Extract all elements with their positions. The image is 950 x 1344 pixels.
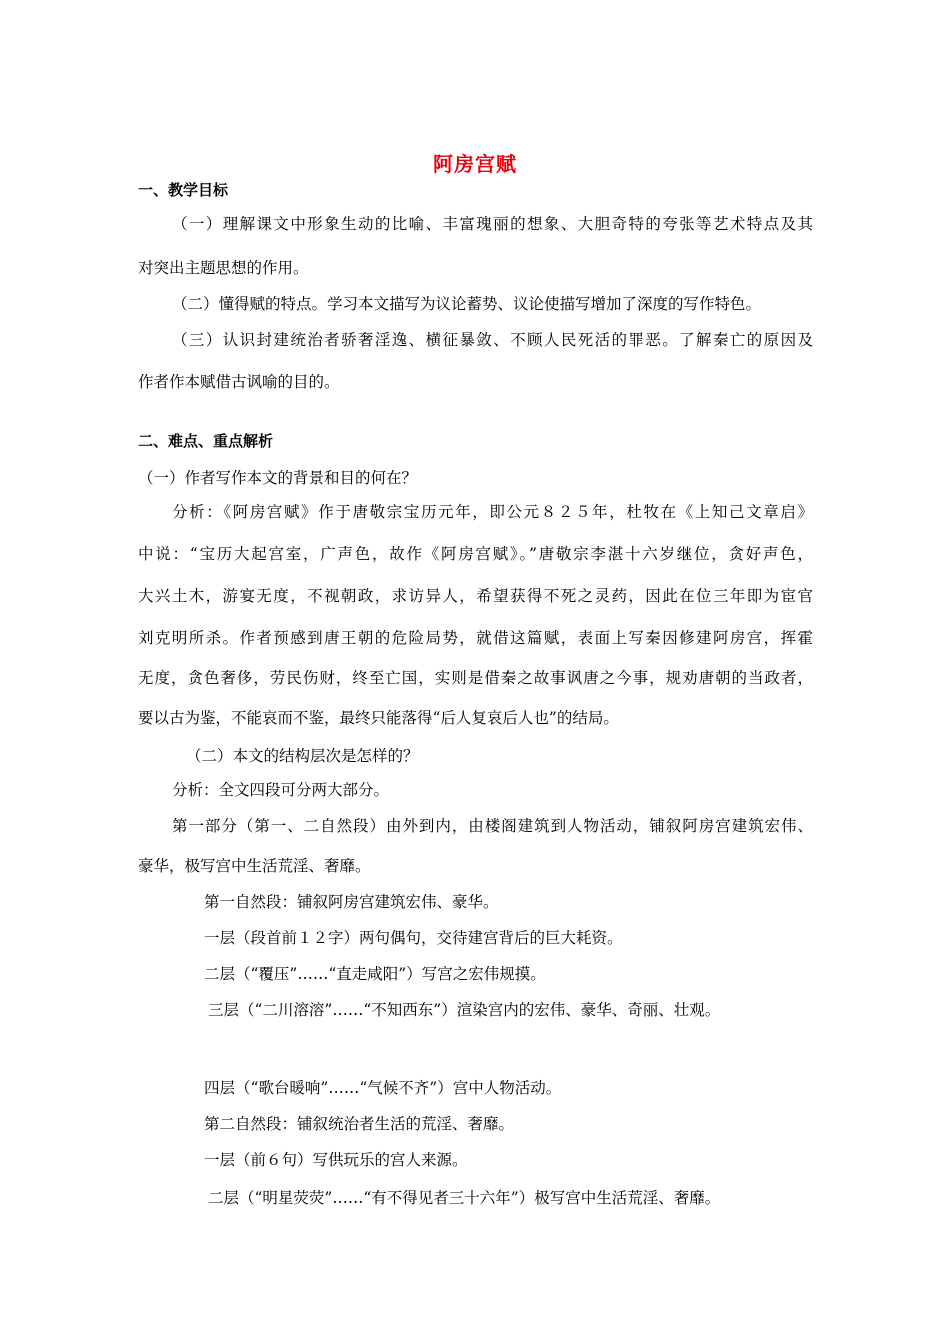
answer-1-line-3: 大兴土木，游宴无度，不视朝政，求访异人，希望获得不死之灵药，因此在位三年即为宦官 xyxy=(138,587,813,605)
goal-2: （二）懂得赋的特点。学习本文描写为议论蓄势、议论使描写增加了深度的写作特色。 xyxy=(172,295,762,313)
answer-1-line-6: 要以古为鉴，不能哀而不鉴，最终只能落得“后人复哀后人也”的结局。 xyxy=(138,709,619,727)
question-1: （一）作者写作本文的背景和目的何在？ xyxy=(138,469,418,487)
answer-1-line-4: 刘克明所杀。作者预感到唐王朝的危险局势，就借这篇赋，表面上写秦因修建阿房宫，挥霍 xyxy=(138,629,813,647)
part-1-line-1: 第一部分（第一、二自然段）由外到内，由楼阁建筑到人物活动，铺叙阿房宫建筑宏伟、 xyxy=(172,817,813,835)
question-2: （二）本文的结构层次是怎样的？ xyxy=(186,747,419,765)
section-heading-analysis: 二、难点、重点解析 xyxy=(138,432,274,450)
answer-2-intro: 分析：全文四段可分两大部分。 xyxy=(172,781,390,799)
part-1-line-2: 豪华，极写宫中生活荒淫、奢靡。 xyxy=(138,857,371,875)
document-title: 阿房宫赋 xyxy=(433,152,517,176)
paragraph-2-heading: 第二自然段：铺叙统治者生活的荒淫、奢靡。 xyxy=(204,1115,515,1133)
answer-1-line-5: 无度，贪色奢侈，劳民伤财，终至亡国，实则是借秦之故事讽唐之今事，规劝唐朝的当政者， xyxy=(138,669,813,687)
goal-1-line-2: 对突出主题思想的作用。 xyxy=(138,259,309,277)
goal-1-line-1: （一）理解课文中形象生动的比喻、丰富瑰丽的想象、大胆奇特的夸张等艺术特点及其 xyxy=(172,215,813,233)
paragraph-2-layer-1: 一层（前６句）写供玩乐的宫人来源。 xyxy=(204,1151,468,1169)
paragraph-1-layer-1: 一层（段首前１２字）两句偶句，交待建宫背后的巨大耗资。 xyxy=(204,929,623,947)
goal-3-line-1: （三）认识封建统治者骄奢淫逸、横征暴敛、不顾人民死活的罪恶。了解秦亡的原因及 xyxy=(172,331,813,349)
goal-3-line-2: 作者作本赋借古讽喻的目的。 xyxy=(138,373,340,391)
section-heading-goals: 一、教学目标 xyxy=(138,181,229,199)
paragraph-1-layer-2: 二层（“覆压”……“直走咸阳”）写宫之宏伟规摸。 xyxy=(204,965,546,983)
answer-1-line-2: 中说：“宝历大起宫室，广声色，故作《阿房宫赋》。”唐敬宗李湛十六岁继位，贪好声色， xyxy=(138,545,813,563)
paragraph-1-heading: 第一自然段：铺叙阿房宫建筑宏伟、豪华。 xyxy=(204,893,499,911)
paragraph-1-layer-4: 四层（“歌台暖响”……“气候不齐”）宫中人物活动。 xyxy=(204,1079,562,1097)
answer-1-line-1: 分析：《阿房宫赋》作于唐敬宗宝历元年，即公元８２５年，杜牧在《上知己文章启》 xyxy=(172,503,813,521)
paragraph-1-layer-3: 三层（“二川溶溶”……“不知西东”）渲染宫内的宏伟、豪华、奇丽、壮观。 xyxy=(208,1001,721,1019)
paragraph-2-layer-2: 二层（“明星荧荧”……“有不得见者三十六年”）极写宫中生活荒淫、奢靡。 xyxy=(208,1189,721,1207)
